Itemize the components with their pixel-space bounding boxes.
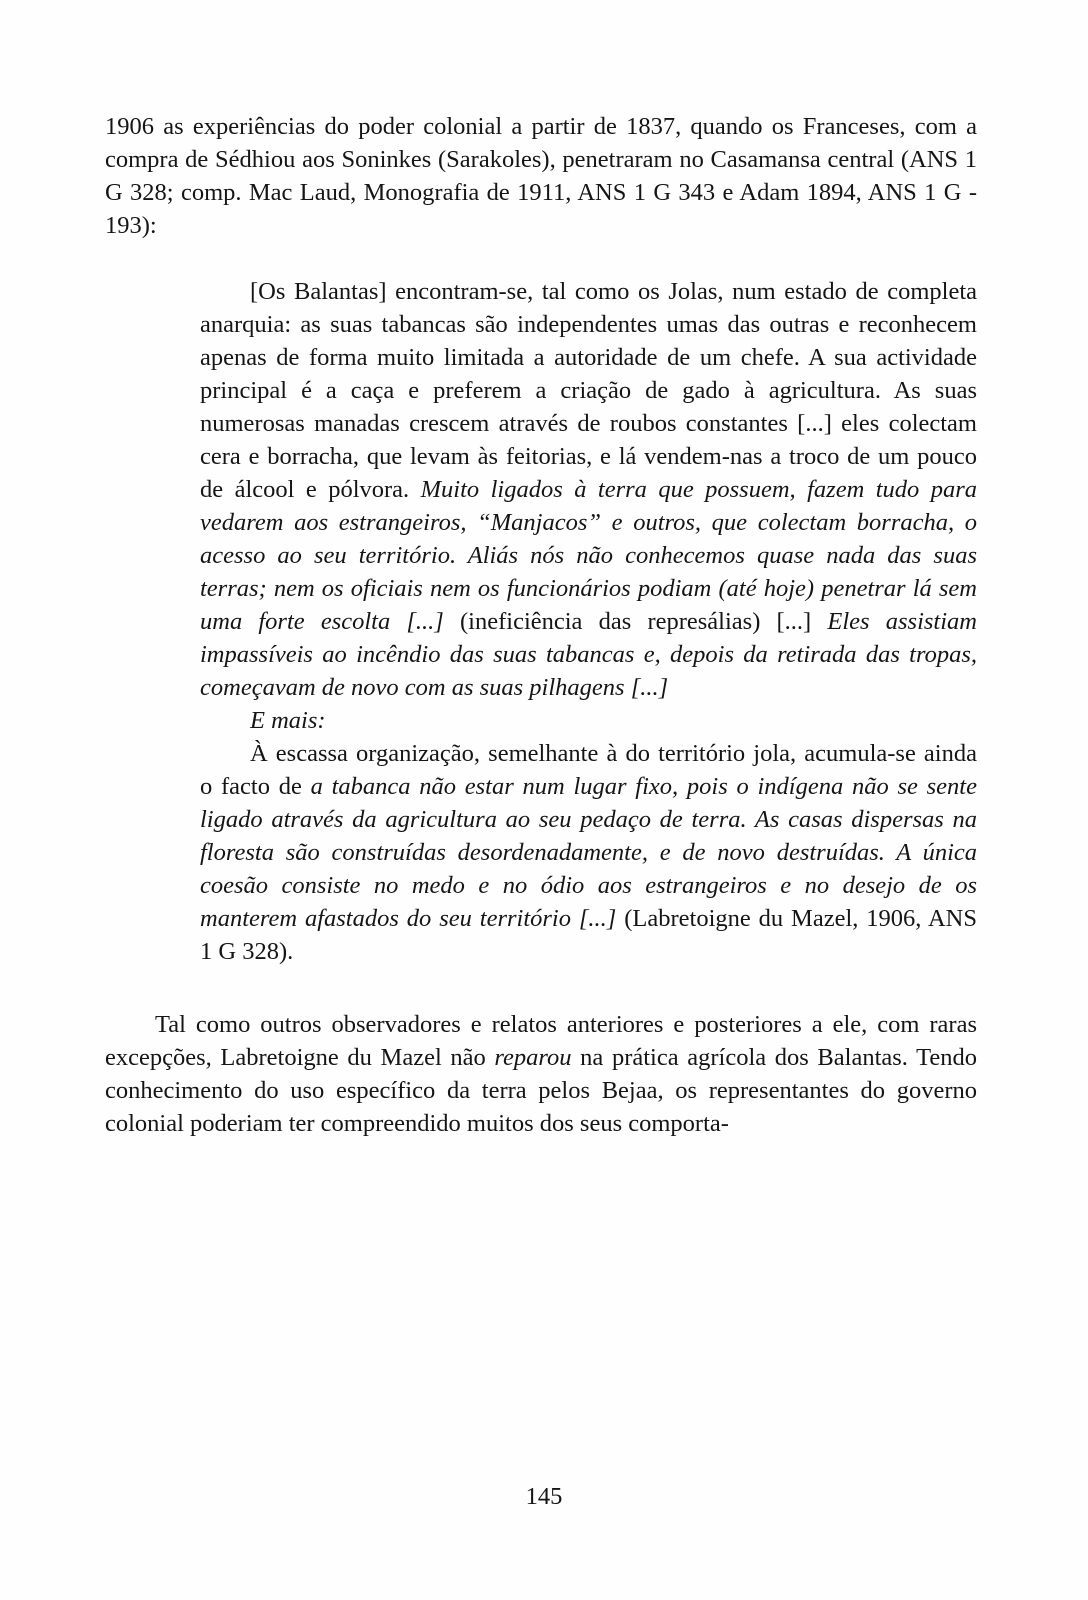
block-quote	[200, 275, 977, 968]
text-block	[105, 110, 977, 1140]
closing-roman-2: na prática agrícola dos Balantas. Tendo conhecimento do uso específico da terra pelos Bejaa, os representantes do governo colonial poderiam ter compreendido muitos dos seus comporta-	[105, 1044, 977, 1137]
page-number: 145	[525, 1483, 563, 1510]
intro-text: 1906 as experiências do poder colonial a partir de 1837, quando os Franceses, com a compra de Sédhiou aos Soninkes (Sarakoles), penetraram no Casamansa central (ANS 1 G 328; comp. Mac Laud, Monografia de 1911, ANS 1 G 343 e Adam 1894, ANS 1 G - 193):	[105, 113, 977, 239]
quote-paragraph-1	[200, 275, 977, 704]
closing-roman-1: Tal como outros observadores e relatos anteriores e posteriores a ele, com raras excepções, Labretoigne du Mazel não	[105, 1011, 977, 1071]
quote-1-italic-2: Eles assistiam impassíveis ao incêndio das suas tabancas e, depois da retirada das tropas, começavam de novo com as suas pilhagens [...]	[200, 608, 977, 701]
quote-3-roman-2: (Labretoigne du Mazel, 1906, ANS 1 G 328).	[200, 905, 977, 965]
closing-paragraph	[105, 1008, 977, 1140]
quote-1-roman-1: [Os Balantas] encontram-se, tal como os Jolas, num estado de completa anarquia: as suas tabancas são independentes umas das outras e reconhecem apenas de forma muito limitada a autoridade de um chefe. A sua actividade principal é a caça e preferem a criação de gado à agricultura. As suas numerosas manadas crescem através de roubos constantes [...] eles colectam cera e borracha, que levam às feitorias, e lá vendem-nas a troco de um pouco de álcool e pólvora.	[200, 278, 977, 503]
quote-3-italic-1: a tabanca não estar num lugar fixo, pois o indígena não se sente ligado através da agricultura ao seu pedaço de terra. As casas dispersas na floresta são construídas desordenadamente, e de novo destruídas. A única coesão consiste no medo e no ódio aos estrangeiros e no desejo de os manterem afastados do seu território [...]	[200, 773, 977, 932]
quote-1-roman-2: (ineficiência das represálias) [...]	[460, 608, 828, 635]
quote-1-italic-1: Muito ligados à terra que possuem, fazem tudo para vedarem aos estrangeiros, “Manjacos” e outros, que colectam borracha, o acesso ao seu território. Aliás nós não conhecemos quase nada das suas terras; nem os oficiais nem os funcionários podiam (até hoje) penetrar lá sem uma forte escolta [...]	[200, 476, 978, 635]
quote-paragraph-3	[200, 737, 977, 968]
quote-paragraph-2	[200, 704, 977, 737]
intro-paragraph	[105, 110, 977, 242]
quote-2-italic: E mais:	[250, 707, 326, 734]
quote-3-roman-1: À escassa organização, semelhante à do território jola, acumula-se ainda o facto de	[200, 740, 977, 800]
closing-italic-1: reparou	[494, 1044, 572, 1071]
